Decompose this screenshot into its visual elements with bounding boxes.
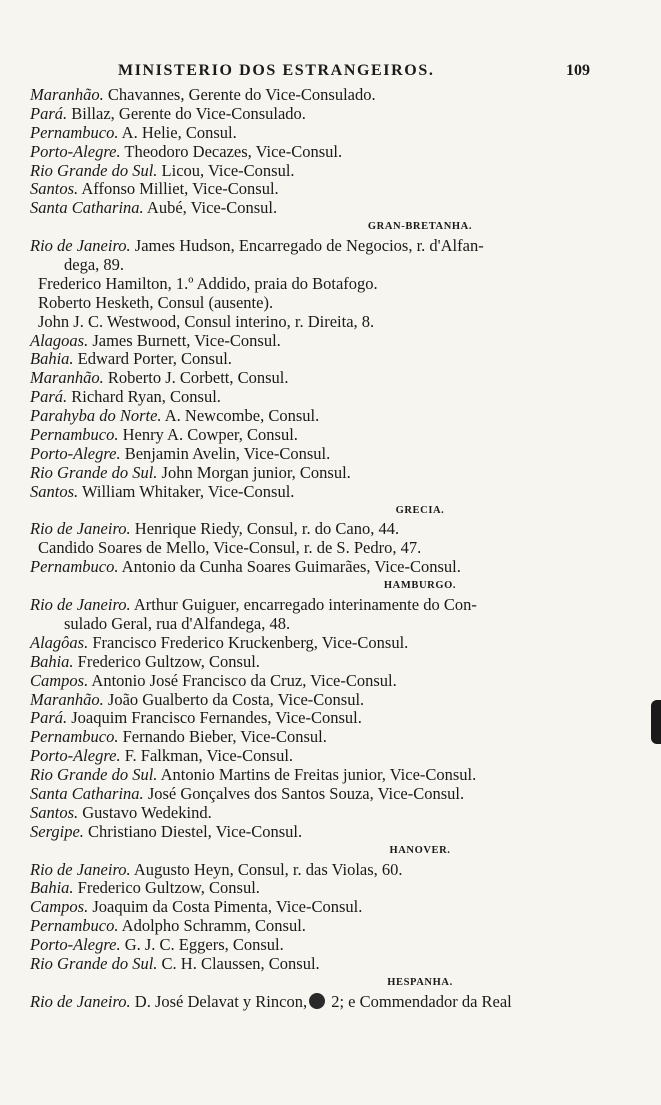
place-name: Pará. bbox=[30, 387, 68, 407]
consul-listing bbox=[30, 86, 640, 1012]
place-name: Maranhão. bbox=[30, 368, 104, 388]
place-name: Santos. bbox=[30, 802, 79, 822]
entry-text: Christiano Diestel, Vice-Consul. bbox=[83, 821, 303, 841]
place-name: Campos. bbox=[30, 897, 89, 917]
place-name: Pernambuco. bbox=[30, 425, 119, 445]
place-name: Bahia. bbox=[30, 878, 74, 898]
entry-text: sulado Geral, rua d'Alfandega, 48. bbox=[64, 613, 291, 633]
entry-line bbox=[30, 369, 640, 388]
entry-line bbox=[30, 766, 640, 785]
continuation-line bbox=[30, 615, 640, 634]
place-name: Porto-Alegre. bbox=[30, 443, 121, 463]
entry-text: A. Newcombe, Consul. bbox=[161, 406, 320, 426]
entry-text: F. Falkman, Vice-Consul. bbox=[120, 746, 294, 766]
entry-text: Roberto J. Corbett, Consul. bbox=[103, 368, 289, 388]
section-heading: HESPANHA. bbox=[387, 976, 453, 988]
entry-text: Frederico Gultzow, Consul. bbox=[73, 878, 260, 898]
entry-text: Arthur Guiguer, encarregado interinamente do Con- bbox=[130, 595, 477, 615]
place-name: Pernambuco. bbox=[30, 557, 119, 577]
entry-text: James Hudson, Encarregado de Negocios, r. d'Alfan- bbox=[130, 236, 484, 256]
entry-line bbox=[30, 143, 640, 162]
entry-text: Adolpho Schramm, Consul. bbox=[118, 916, 306, 936]
entry-line bbox=[30, 879, 640, 898]
entry-text: Theodoro Decazes, Vice-Consul. bbox=[120, 141, 343, 161]
entry-line bbox=[30, 520, 640, 539]
entry-line bbox=[30, 407, 640, 426]
entry-text: Fernando Bieber, Vice-Consul. bbox=[118, 727, 327, 747]
entry-line bbox=[30, 728, 640, 747]
entry-text: Chavannes, Gerente do Vice-Consulado. bbox=[103, 85, 376, 104]
entry-line bbox=[30, 124, 640, 143]
continuation-line bbox=[30, 294, 640, 313]
entry-line bbox=[30, 350, 640, 369]
entry-line bbox=[30, 483, 640, 502]
entry-text: Antonio Martins de Freitas junior, Vice-Consul. bbox=[157, 765, 477, 785]
entry-text: C. H. Claussen, Consul. bbox=[157, 953, 320, 973]
page-edge-mark bbox=[651, 700, 661, 744]
entry-text: Joaquim Francisco Fernandes, Vice-Consul. bbox=[67, 708, 362, 728]
section-heading: HAMBURGO. bbox=[383, 580, 457, 592]
entry-text: Frederico Gultzow, Consul. bbox=[73, 651, 260, 671]
entry-line bbox=[30, 237, 640, 256]
place-name: Pernambuco. bbox=[30, 122, 119, 142]
entry-line bbox=[30, 898, 640, 917]
entry-text: Roberto Hesketh, Consul (ausente). bbox=[38, 292, 274, 312]
order-insignia-icon bbox=[309, 993, 325, 1009]
place-name: Santa Catharina. bbox=[30, 198, 144, 218]
continuation-line bbox=[30, 539, 640, 558]
entry-text: Candido Soares de Mello, Vice-Consul, r. de S. Pedro, 47. bbox=[38, 538, 422, 558]
place-name: Alagoas. bbox=[30, 330, 89, 350]
entry-line bbox=[30, 558, 640, 577]
entry-text: John Morgan junior, Consul. bbox=[157, 462, 351, 482]
entry-line bbox=[30, 86, 640, 105]
entry-text-continued: 2; e Commendador da Real bbox=[327, 991, 512, 1011]
continuation-line bbox=[30, 256, 640, 275]
entry-line bbox=[30, 861, 640, 880]
place-name: Rio Grande do Sul. bbox=[30, 953, 158, 973]
entry-text: D. José Delavat y Rincon, bbox=[130, 991, 308, 1011]
entry-text: Henrique Riedy, Consul, r. do Cano, 44. bbox=[130, 519, 400, 539]
place-name: Maranhão. bbox=[30, 85, 104, 104]
entry-line bbox=[30, 955, 640, 974]
entry-text: Affonso Milliet, Vice-Consul. bbox=[78, 179, 279, 199]
entry-line bbox=[30, 917, 640, 936]
entry-text: Frederico Hamilton, 1.º Addido, praia do Botafogo. bbox=[38, 273, 378, 293]
entry-line bbox=[30, 634, 640, 653]
place-name: Bahia. bbox=[30, 349, 74, 369]
entry-line bbox=[30, 785, 640, 804]
place-name: Rio Grande do Sul. bbox=[30, 765, 158, 785]
entry-text: Richard Ryan, Consul. bbox=[67, 387, 221, 407]
place-name: Parahyba do Norte. bbox=[30, 406, 162, 426]
place-name: Rio Grande do Sul. bbox=[30, 462, 158, 482]
entry-text: John J. C. Westwood, Consul interino, r. Direita, 8. bbox=[38, 311, 375, 331]
entry-line bbox=[30, 691, 640, 710]
entry-line bbox=[30, 162, 640, 181]
place-name: Rio de Janeiro. bbox=[30, 991, 131, 1011]
entry-line bbox=[30, 180, 640, 199]
entry-text: Gustavo Wedekind. bbox=[78, 802, 212, 822]
entry-line bbox=[30, 426, 640, 445]
place-name: Rio de Janeiro. bbox=[30, 859, 131, 879]
entry-text: João Gualberto da Costa, Vice-Consul. bbox=[103, 689, 365, 709]
entry-text: Francisco Frederico Kruckenberg, Vice-Consul. bbox=[88, 632, 409, 652]
place-name: Bahia. bbox=[30, 651, 74, 671]
entry-text: dega, 89. bbox=[64, 255, 125, 275]
entry-line bbox=[30, 199, 640, 218]
entry-line bbox=[30, 445, 640, 464]
entry-line bbox=[30, 105, 640, 124]
place-name: Porto-Alegre. bbox=[30, 141, 121, 161]
place-name: Santos. bbox=[30, 481, 79, 501]
page-header-title: MINISTERIO DOS ESTRANGEIROS. bbox=[118, 62, 435, 79]
entry-line bbox=[30, 936, 640, 955]
place-name: Pará. bbox=[30, 708, 68, 728]
place-name: Rio de Janeiro. bbox=[30, 236, 131, 256]
entry-text: James Burnett, Vice-Consul. bbox=[88, 330, 281, 350]
place-name: Santos. bbox=[30, 179, 79, 199]
entry-line bbox=[30, 993, 640, 1012]
entry-line bbox=[30, 596, 640, 615]
entry-line bbox=[30, 653, 640, 672]
entry-line bbox=[30, 804, 640, 823]
place-name: Campos. bbox=[30, 670, 89, 690]
place-name: Porto-Alegre. bbox=[30, 746, 121, 766]
entry-line bbox=[30, 709, 640, 728]
place-name: Alagôas. bbox=[30, 632, 89, 652]
place-name: Pernambuco. bbox=[30, 916, 119, 936]
section-heading: GRECIA. bbox=[395, 504, 445, 516]
entry-text: Aubé, Vice-Consul. bbox=[143, 198, 278, 218]
entry-text: G. J. C. Eggers, Consul. bbox=[120, 935, 284, 955]
entry-line bbox=[30, 672, 640, 691]
entry-line bbox=[30, 823, 640, 842]
place-name: Porto-Alegre. bbox=[30, 935, 121, 955]
entry-text: Antonio José Francisco da Cruz, Vice-Consul. bbox=[88, 670, 397, 690]
entry-line bbox=[30, 388, 640, 407]
place-name: Rio de Janeiro. bbox=[30, 595, 131, 615]
entry-text: Licou, Vice-Consul. bbox=[157, 160, 295, 180]
page-number: 109 bbox=[566, 62, 590, 79]
entry-line bbox=[30, 747, 640, 766]
place-name: Maranhão. bbox=[30, 689, 104, 709]
place-name: Pará. bbox=[30, 103, 68, 123]
section-heading: HANOVER. bbox=[389, 844, 451, 856]
entry-text: Joaquim da Costa Pimenta, Vice-Consul. bbox=[88, 897, 363, 917]
place-name: Rio de Janeiro. bbox=[30, 519, 131, 539]
entry-text: José Gonçalves dos Santos Souza, Vice-Consul. bbox=[143, 783, 465, 803]
entry-text: Augusto Heyn, Consul, r. das Violas, 60. bbox=[130, 859, 403, 879]
entry-text: Billaz, Gerente do Vice-Consulado. bbox=[67, 103, 306, 123]
entry-line bbox=[30, 332, 640, 351]
entry-text: A. Helie, Consul. bbox=[118, 122, 237, 142]
entry-text: Edward Porter, Consul. bbox=[73, 349, 232, 369]
entry-text: Henry A. Cowper, Consul. bbox=[118, 425, 298, 445]
place-name: Rio Grande do Sul. bbox=[30, 160, 158, 180]
section-heading: GRAN-BRETANHA. bbox=[367, 221, 473, 233]
entry-text: Antonio da Cunha Soares Guimarães, Vice-Consul. bbox=[118, 557, 461, 577]
running-header bbox=[0, 60, 661, 84]
entry-text: Benjamin Avelin, Vice-Consul. bbox=[120, 443, 331, 463]
entry-text: William Whitaker, Vice-Consul. bbox=[78, 481, 295, 501]
place-name: Sergipe. bbox=[30, 821, 84, 841]
place-name: Pernambuco. bbox=[30, 727, 119, 747]
entry-line bbox=[30, 464, 640, 483]
continuation-line bbox=[30, 313, 640, 332]
place-name: Santa Catharina. bbox=[30, 783, 144, 803]
continuation-line bbox=[30, 275, 640, 294]
